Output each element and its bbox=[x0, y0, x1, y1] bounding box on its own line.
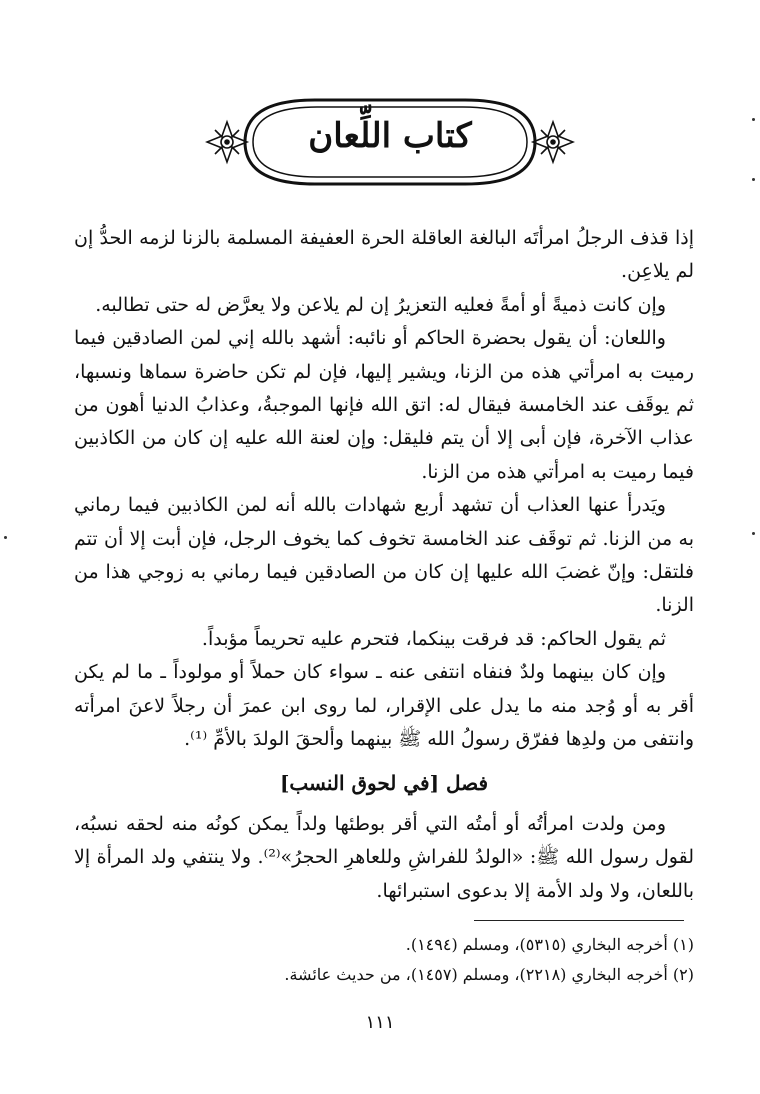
paragraph: إذا قذف الرجلُ امرأتَه البالغة العاقلة الحرة العفيفة المسلمة بالزنا لزمه الحدُّ إن لم يلاعِن. bbox=[74, 227, 694, 283]
paragraph: وإن كانت ذميةً أو أمةً فعليه التعزيرُ إن لم يلاعن ولا يعرَّض له حتى تطالبه. bbox=[95, 293, 666, 316]
paragraph: ثم يقول الحاكم: قد فرقت بينكما، فتحرم عليه تحريماً مؤبداً. bbox=[201, 627, 666, 650]
paragraph: واللعان: أن يقول بحضرة الحاكم أو نائبه: أشهد بالله إني لمن الصادقين فيما رميت به امرأتي هذه من الزنا، ويشير إليها، فإن لم تكن حاضرة سماها ونسبها، ثم يوقَف عند الخامسة فيقال له: اتق الله فإنها الموجبةُ، وعذابُ الدنيا أهون من عذاب الآخرة، فإن أبى إلا أن يتم فليقل: وإن لعنة الله عليه إن كان من الكاذبين فيما رميت به امرأتي هذه من الزنا. bbox=[74, 327, 694, 483]
footnote: (٢) أخرجه البخاري (٢٢١٨)، ومسلم (١٤٥٧)، من حديث عائشة. bbox=[284, 965, 694, 984]
chapter-title: كتاب اللِّعان bbox=[308, 116, 472, 156]
margin-dot-icon bbox=[752, 118, 755, 121]
margin-dot-icon bbox=[752, 532, 755, 535]
chapter-header-frame bbox=[205, 92, 575, 192]
paragraph: ويَدرأ عنها العذاب أن تشهد أربع شهادات بالله أنه لمن الكاذبين فيما رماني به من الزنا. ثم توقَف عند الخامسة تخوف كما يخوف الرجل، فإن أبت إلا أن تتم فلتقل: وإنّ غضبَ الله عليها إن كان من الصادقين فيما رماني به زوجي هذا من الزنا. bbox=[74, 494, 694, 617]
page-number: ١١١ bbox=[365, 1012, 395, 1033]
main-text bbox=[74, 222, 694, 908]
margin-dot-icon bbox=[4, 536, 7, 539]
paragraph: وإن كان بينهما ولدٌ فنفاه انتفى عنه ـ سواء كان حملاً أو مولوداً ـ ما لم يكن أقر به أو وُجد منه ما يدل على الإقرار، لما روى ابن عمرَ أن رجلاً لاعنَ امرأته وانتفى من ولدِها ففرّق رسولُ الله ﷺ بينهما وألحقَ الولدَ بالأمِّ ⁽¹⁾. bbox=[74, 661, 694, 751]
paragraph: ومن ولدت امرأتُه أو أمتُه التي أقر بوطئها ولداً يمكن كونُه منه لحقه نسبُه، لقول رسول الله ﷺ: «الولدُ للفراشِ وللعاهرِ الحجرُ»⁽²⁾. ولا ينتفي ولد المرأة إلا باللعان، ولا ولد الأمة إلا بدعوى استبرائها. bbox=[74, 812, 694, 902]
footnote: (١) أخرجه البخاري (٥٣١٥)، ومسلم (١٤٩٤). bbox=[405, 935, 694, 954]
footnote-divider bbox=[474, 920, 684, 921]
footnotes bbox=[74, 930, 694, 990]
margin-dot-icon bbox=[752, 178, 755, 181]
section-heading: فصل [في لحوق النسب] bbox=[279, 770, 489, 795]
